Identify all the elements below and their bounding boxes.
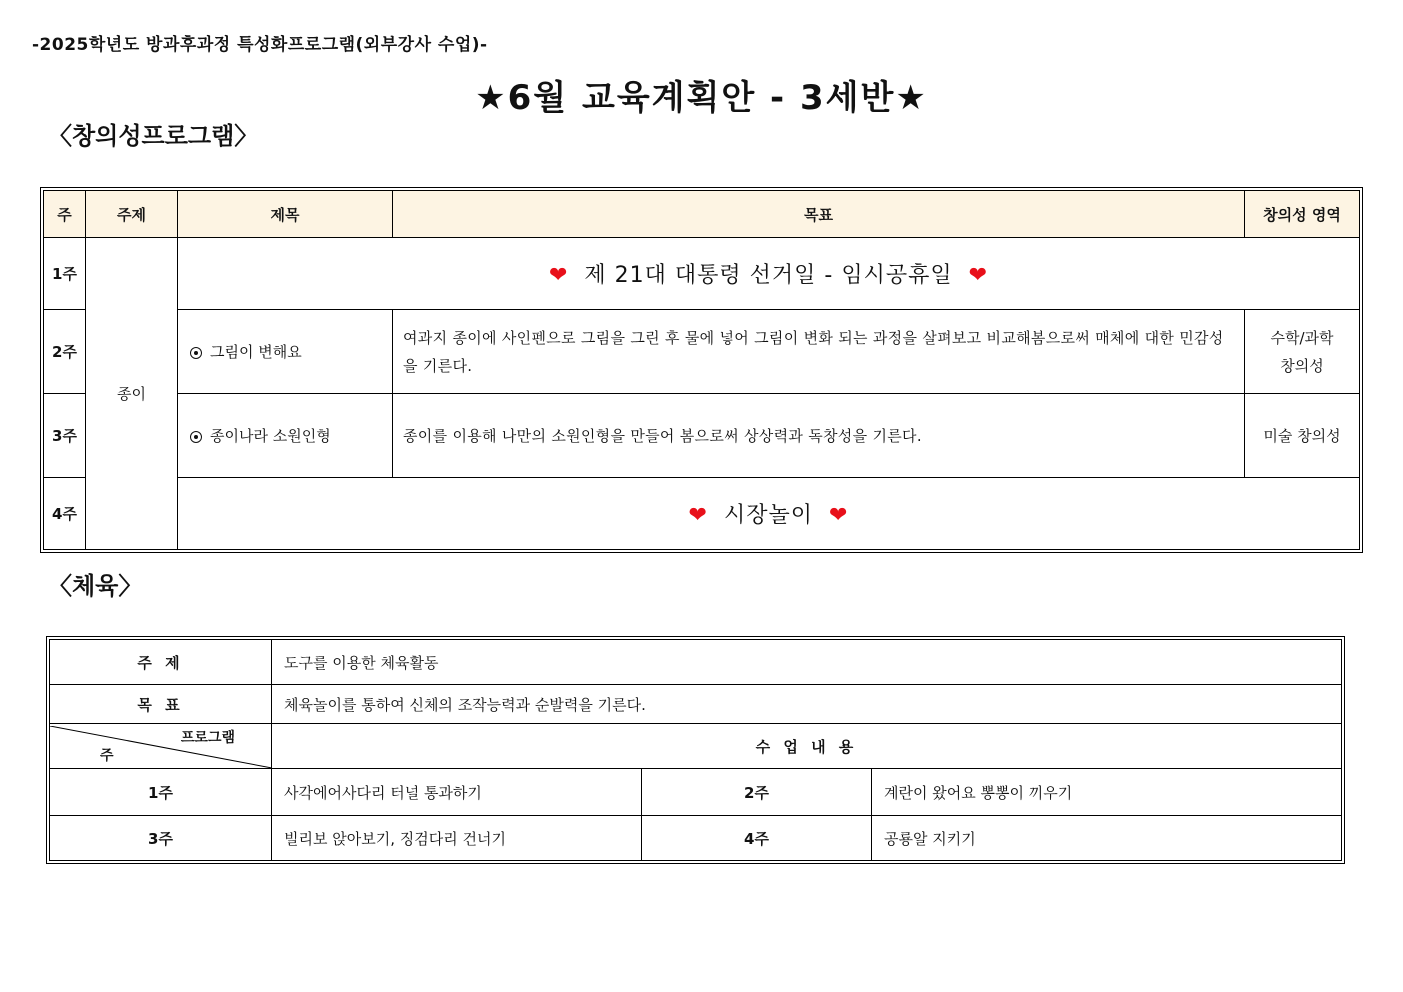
pe-table-frame	[46, 636, 1345, 864]
creativity-table	[43, 190, 1360, 550]
week-label: 1주	[44, 238, 86, 310]
heart-icon: ❤	[829, 503, 849, 528]
creativity-area: 미술 창의성	[1245, 394, 1360, 478]
table-row	[44, 310, 1360, 394]
theme-cell: 종이	[86, 238, 178, 550]
table-row	[50, 816, 1342, 861]
week-label: 4주	[642, 816, 872, 861]
goal-value: 체육놀이를 통하여 신체의 조작능력과 순발력을 기른다.	[272, 685, 1342, 724]
heart-icon: ❤	[968, 263, 989, 288]
lesson-title	[178, 394, 393, 478]
activity-content: 빌리보 앉아보기, 징검다리 건너기	[272, 816, 642, 861]
theme-label: 주 제	[50, 640, 272, 685]
area-line: 수학/과학	[1270, 328, 1334, 347]
week-label: 2주	[44, 310, 86, 394]
banner-text: 시장놀이	[723, 503, 813, 528]
goal-label: 목 표	[50, 685, 272, 724]
table-row	[50, 769, 1342, 816]
creativity-section-title: 〈창의성프로그램〉	[48, 122, 259, 150]
radio-bullet-icon	[190, 347, 202, 359]
diagonal-line	[50, 726, 272, 768]
week-label: 1주	[50, 769, 272, 816]
banner-text: 제 21대 대통령 선거일 - 임시공휴일	[584, 263, 953, 288]
lesson-title-text: 그림이 변해요	[210, 343, 302, 361]
page-title: ★6월 교육계획안 - 3세반★	[475, 78, 928, 118]
table-row	[50, 724, 1342, 769]
activity-content: 공룡알 지키기	[872, 816, 1342, 861]
creativity-area	[1245, 310, 1360, 394]
activity-content: 사각에어사다리 터널 통과하기	[272, 769, 642, 816]
diag-week-label: 주	[100, 748, 114, 764]
week-label: 4주	[44, 478, 86, 550]
table-header-row	[44, 191, 1360, 238]
heart-icon: ❤	[548, 263, 569, 288]
content-header: 수 업 내 용	[272, 724, 1342, 769]
pe-section-title: 〈체육〉	[48, 572, 143, 600]
table-row	[44, 394, 1360, 478]
lesson-goal: 종이를 이용해 나만의 소원인형을 만들어 봄으로써 상상력과 독창성을 기른다.	[393, 394, 1245, 478]
area-line: 창의성	[1280, 356, 1324, 375]
week-label: 2주	[642, 769, 872, 816]
radio-bullet-icon	[190, 431, 202, 443]
heart-icon: ❤	[688, 503, 708, 528]
col-goal: 목표	[393, 191, 1245, 238]
week-label: 3주	[44, 394, 86, 478]
pe-table	[49, 639, 1342, 861]
event-banner	[178, 478, 1360, 550]
col-week: 주	[44, 191, 86, 238]
program-subtitle: -2025학년도 방과후과정 특성화프로그램(외부강사 수업)-	[32, 35, 488, 55]
lesson-title	[178, 310, 393, 394]
week-label: 3주	[50, 816, 272, 861]
col-area: 창의성 영역	[1245, 191, 1360, 238]
lesson-goal: 여과지 종이에 사인펜으로 그림을 그린 후 물에 넣어 그림이 변화 되는 과정을 살펴보고 비교해봄으로써 매체에 대한 민감성을 기른다.	[393, 310, 1245, 394]
table-row	[50, 685, 1342, 724]
table-row	[44, 478, 1360, 550]
activity-content: 계란이 왔어요 뽕뽕이 끼우기	[872, 769, 1342, 816]
col-theme: 주제	[86, 191, 178, 238]
theme-value: 도구를 이용한 체육활동	[272, 640, 1342, 685]
table-row	[44, 238, 1360, 310]
holiday-banner	[178, 238, 1360, 310]
col-title: 제목	[178, 191, 393, 238]
lesson-title-text: 종이나라 소원인형	[210, 427, 331, 445]
table-row	[50, 640, 1342, 685]
diag-program-label: 프로그램	[180, 730, 235, 746]
diagonal-header-cell	[50, 724, 272, 769]
creativity-table-frame	[40, 187, 1363, 553]
